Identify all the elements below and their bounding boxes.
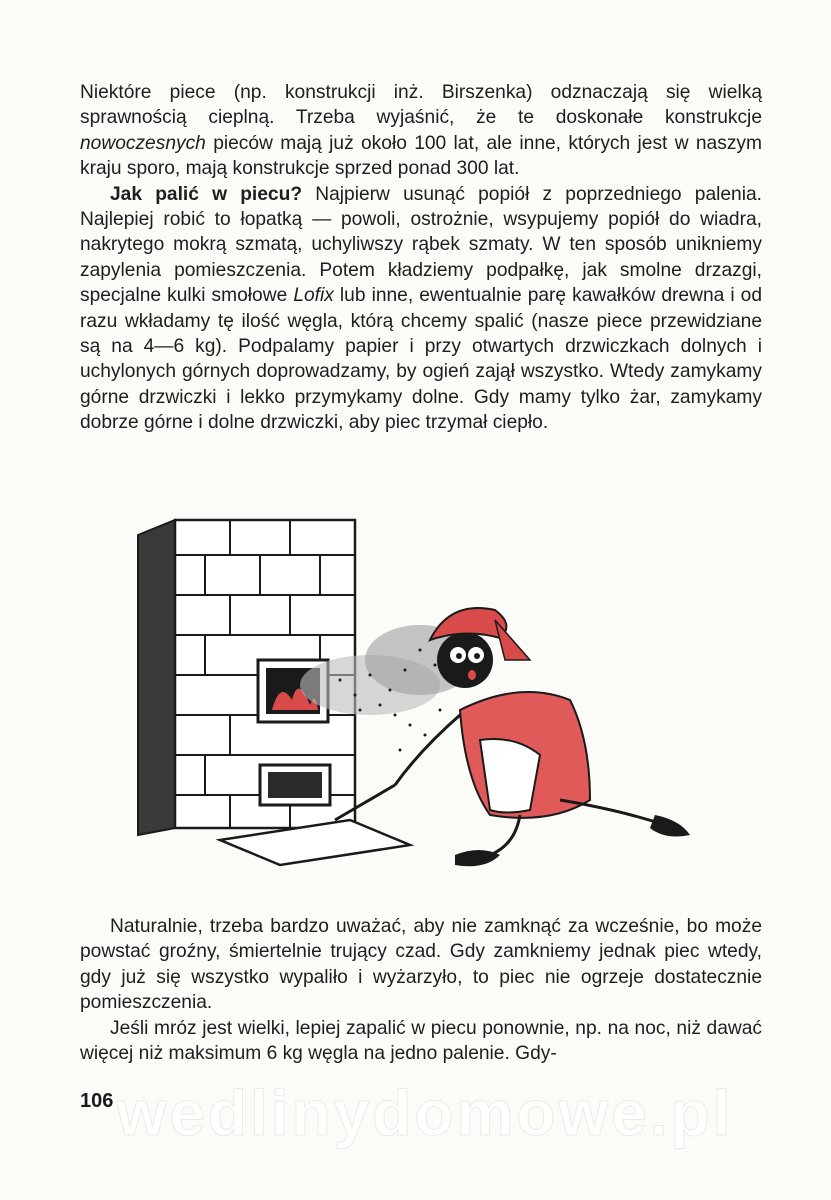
italic-term: nowoczesnych <box>80 132 206 154</box>
section-heading: Jak palić w piecu? <box>110 183 303 205</box>
paragraph-3: Naturalnie, trzeba bardzo uważać, aby nie zamknąć za wcześnie, bo może powstać groźny, śmiertelnie trujący czad. Gdy zamkniemy jednak piec wtedy, gdy już się wszystko wypaliło i wyżarzyło, to piec nie ogrzeje dostatecznie pomieszczenia. <box>80 916 762 1014</box>
paragraph-4: Jeśli mróz jest wielki, lepiej zapalić w piecu ponownie, np. na noc, niż dawać więcej niż maksimum 6 kg węgla na jedno palenie. Gdy- <box>80 1017 762 1065</box>
leg-front <box>490 815 520 855</box>
leg-back <box>560 800 665 825</box>
text-block-bottom <box>80 914 762 1066</box>
arm-shovel <box>395 715 460 785</box>
page-number: 106 <box>80 1090 114 1112</box>
paragraph-1: Niektóre piece (np. konstrukcji inż. Birszenka) odznaczają się wielką sprawnością cieplną. Trzeba wyjaśnić, że te doskonałe konstrukcje nowoczesnych pieców mają już około 100 lat, ale inne, których jest w naszym kraju sporo, mają konstrukcje sprzed ponad 300 lat. <box>80 82 762 180</box>
face <box>437 632 493 688</box>
watermark: wedlinydomowe.pl <box>116 1077 734 1149</box>
text-block-top <box>80 80 762 436</box>
stove-side <box>138 520 175 835</box>
apron <box>480 739 540 813</box>
shoe-front <box>455 850 500 866</box>
paragraph-2: Jak palić w piecu? Najpierw usunąć popiół z poprzedniego palenia. Najlepiej robić to łopatką — powoli, ostrożnie, wsypujemy popiół do wiadra, nakrytego mokrą szmatą, uchyliwszy rąbek szmaty. W ten sposób unikniemy zapylenia pomieszczenia. Potem kładziemy podpałkę, jak smolne drzazgi, specjalne kulki smołowe Lofix lub inne, ewentualnie parę kawałków drewna i od razu wkładamy tę ilość węgla, którą chcemy spalić (nasze piece przewidziane są na 4—6 kg). Podpalamy papier i przy otwartych drzwiczkach dolnych i uchylonych górnych doprowadzamy, by ogień zajął wszystko. Wtedy zamykamy górne drzwiczki i lekko przymykamy dolne. Gdy mamy tylko żar, zamykamy dobrze górne i dolne drzwiczki, aby piec trzymał ciepło. <box>80 183 762 434</box>
shoe-back <box>650 815 690 836</box>
stove-illustration <box>120 510 720 880</box>
product-name: Lofix <box>293 285 334 307</box>
